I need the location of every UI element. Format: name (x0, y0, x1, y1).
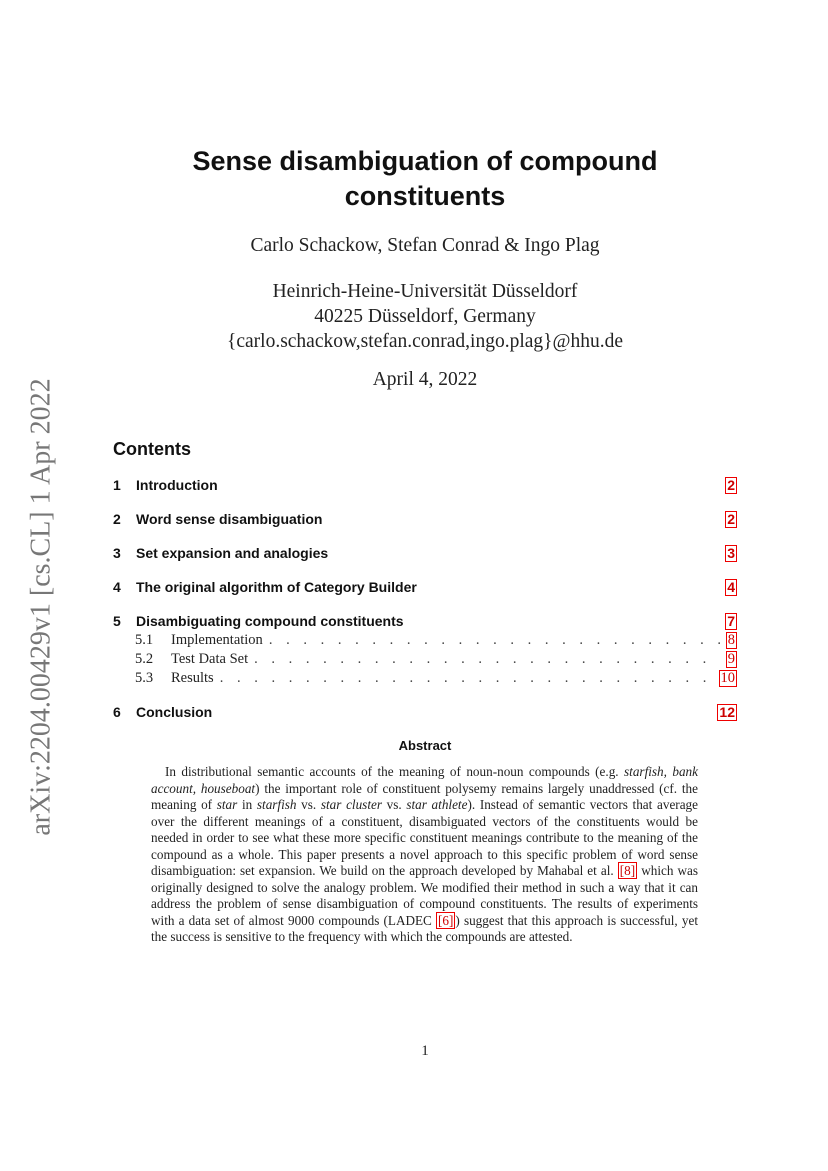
toc-section-title: Disambiguating compound constituents (136, 613, 404, 629)
citation-link[interactable]: [8] (619, 863, 636, 878)
toc-leader-dots (269, 632, 720, 649)
toc-subsection-title: Test Data Set (171, 651, 249, 667)
toc-leader-dots (220, 670, 713, 687)
toc-section-title: Introduction (136, 477, 218, 493)
toc-page-link[interactable]: 2 (727, 511, 735, 527)
toc-section-5[interactable] (113, 613, 737, 633)
toc-page-link[interactable]: 10 (720, 670, 735, 686)
abstract-text: ) the important role of constituent polysemy remains largely unaddressed (cf. the meaning of (151, 780, 698, 812)
toc-section-number: 6 (113, 704, 121, 720)
toc-page-link[interactable]: 4 (727, 579, 735, 595)
toc-page-link[interactable]: 7 (727, 613, 735, 629)
abstract-heading: Abstract (398, 738, 452, 753)
abstract-example-term: star cluster (320, 797, 382, 812)
abstract-text: in (237, 797, 257, 812)
toc-section-1[interactable] (113, 477, 737, 497)
affiliation-address: 40225 Düsseldorf, Germany (314, 306, 536, 327)
abstract-example-term: star athlete (406, 797, 468, 812)
toc-subsection-number: 5.3 (135, 670, 154, 686)
toc-section-title: Set expansion and analogies (136, 545, 329, 561)
abstract-text: ). Instead of semantic vectors that average over the different meanings of a constituent, disambiguated vectors of the constituents would be needed in order to see what these more specific constituent meanings contribute to the meaning of the compound as a whole. This paper presents a novel approach to this specific problem of word sense disambiguation: set expansion. We build on the approach developed by Mahabal et al. (151, 797, 698, 878)
toc-section-title: Conclusion (136, 704, 213, 720)
toc-section-title: The original algorithm of Category Builder (136, 579, 417, 595)
abstract-example-term: starfish (256, 797, 297, 812)
toc-subsection-5-3[interactable] (135, 670, 737, 690)
authors: Carlo Schackow, Stefan Conrad & Ingo Plag (250, 235, 600, 256)
toc-page-link[interactable]: 2 (727, 477, 735, 493)
abstract-text: vs. (296, 797, 321, 812)
toc-subsection-number: 5.1 (135, 632, 154, 648)
toc-subsection-5-2[interactable] (135, 651, 737, 671)
toc-section-number: 1 (113, 477, 121, 493)
toc-section-title: Word sense disambiguation (136, 511, 323, 527)
paper-date: April 4, 2022 (372, 369, 478, 390)
abstract-text: In distributional semantic accounts of the meaning of noun-noun compounds (e.g. (165, 764, 625, 779)
toc-leader-dots (254, 651, 720, 668)
contents-heading: Contents (113, 439, 191, 459)
toc-section-3[interactable] (113, 545, 737, 565)
toc-subsection-5-1[interactable] (135, 632, 737, 652)
abstract-example-term: star (216, 797, 238, 812)
toc-section-2[interactable] (113, 511, 737, 531)
toc-section-6[interactable] (113, 704, 737, 724)
toc-page-link[interactable]: 3 (727, 545, 735, 561)
arxiv-stamp (18, 372, 66, 842)
toc-section-4[interactable] (113, 579, 737, 599)
affiliation-university: Heinrich-Heine-Universität Düsseldorf (272, 281, 578, 302)
arxiv-stamp-text: arXiv:2204.00429v1 [cs.CL] 1 Apr 2022 (26, 378, 58, 836)
toc-subsection-title: Results (171, 670, 214, 686)
toc-section-number: 3 (113, 545, 121, 561)
title-line-2: constituents (344, 181, 506, 211)
toc-page-link[interactable]: 8 (727, 632, 735, 648)
toc-page-link[interactable]: 9 (727, 651, 735, 667)
title-line-1: Sense disambiguation of compound (192, 146, 658, 176)
abstract-text: which was originally designed to solve the analogy problem. We modified their method in such a way that it can address the problem of sense disambiguation of compound constituents. The results of experiments with a data set of almost 9000 compounds (LADEC (151, 863, 698, 928)
toc-section-number: 4 (113, 579, 121, 595)
toc-subsection-title: Implementation (171, 632, 263, 648)
abstract-example-compounds: starfish, bank account, houseboat (151, 764, 698, 796)
toc-section-number: 2 (113, 511, 121, 527)
affiliation-email[interactable]: {carlo.schackow,stefan.conrad,ingo.plag}@hhu.de (226, 331, 624, 352)
citation-link[interactable]: [6] (438, 912, 454, 928)
abstract-text: ) suggest that this approach is successful, yet the success is sensitive to the frequency with which the compounds are attested. (151, 912, 698, 944)
abstract-text: vs. (381, 797, 407, 812)
toc-page-link[interactable]: 12 (719, 704, 735, 720)
toc-subsection-number: 5.2 (135, 651, 154, 667)
paper-title (110, 144, 740, 214)
page-number: 1 (421, 1043, 429, 1059)
toc-section-number: 5 (113, 613, 121, 629)
abstract-body (151, 764, 698, 946)
